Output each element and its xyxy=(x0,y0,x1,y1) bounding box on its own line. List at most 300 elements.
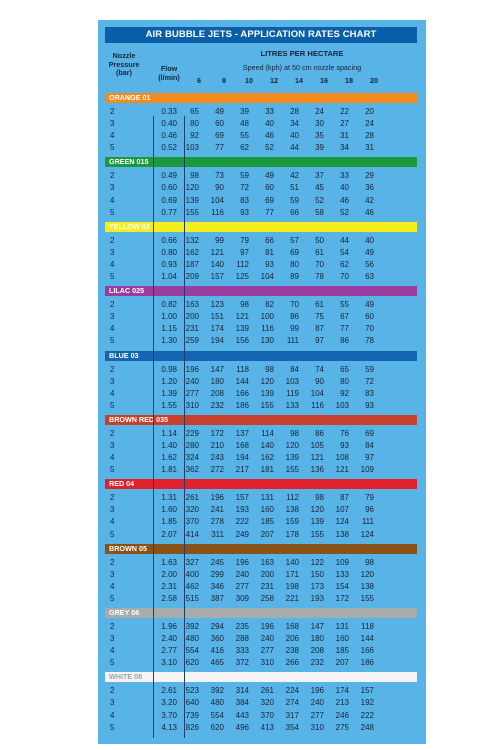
rate-value: 93 xyxy=(265,259,274,269)
rate-value: 207 xyxy=(335,658,349,668)
rate-value: 163 xyxy=(260,557,274,567)
rate-value: 320 xyxy=(185,505,199,515)
table-row xyxy=(105,376,417,388)
rate-value: 97 xyxy=(365,453,374,463)
table-row xyxy=(105,118,417,130)
rate-value: 66 xyxy=(265,235,274,245)
speed-header: Speed (kph) at 50 cm nozzle spacing xyxy=(242,63,362,72)
rate-value: 48 xyxy=(240,119,249,129)
rate-value: 39 xyxy=(240,107,249,116)
rate-value: 70 xyxy=(340,272,349,282)
rate-value: 83 xyxy=(240,195,249,205)
rate-value: 59 xyxy=(365,364,374,374)
nozzle-band-label: YELLOW 02 xyxy=(105,222,417,232)
rate-value: 147 xyxy=(310,622,324,631)
flow-value: 0.49 xyxy=(161,171,177,181)
rate-value: 554 xyxy=(210,710,224,720)
rate-value: 133 xyxy=(285,400,299,410)
rate-value: 98 xyxy=(290,428,299,438)
pressure-value: 4 xyxy=(110,195,115,205)
rate-value: 354 xyxy=(285,722,299,732)
rate-value: 155 xyxy=(260,400,274,410)
rate-value: 86 xyxy=(290,312,299,322)
rate-value: 200 xyxy=(185,312,199,322)
rate-value: 231 xyxy=(185,324,199,334)
rate-value: 57 xyxy=(290,235,299,245)
rate-value: 124 xyxy=(335,517,349,527)
rate-value: 70 xyxy=(315,259,324,269)
pressure-value: 2 xyxy=(110,300,115,310)
pressure-value: 2 xyxy=(110,622,115,631)
rate-value: 120 xyxy=(260,376,274,386)
nozzle-section xyxy=(105,286,417,347)
rate-value: 156 xyxy=(235,336,249,346)
rate-value: 78 xyxy=(315,272,324,282)
rate-value: 196 xyxy=(235,557,249,567)
rate-value: 138 xyxy=(360,581,374,591)
rate-value: 46 xyxy=(340,195,349,205)
rate-value: 81 xyxy=(265,247,274,257)
rate-value: 121 xyxy=(210,247,224,257)
rate-value: 52 xyxy=(340,207,349,217)
rate-value: 515 xyxy=(185,593,199,603)
rate-value: 28 xyxy=(290,107,299,116)
rate-value: 620 xyxy=(210,722,224,732)
rate-value: 131 xyxy=(335,622,349,631)
pressure-value: 5 xyxy=(110,722,115,732)
rate-value: 370 xyxy=(260,710,274,720)
rate-value: 99 xyxy=(290,324,299,334)
rate-value: 620 xyxy=(185,658,199,668)
pressure-value: 3 xyxy=(110,505,115,515)
rate-value: 97 xyxy=(240,247,249,257)
rate-value: 40 xyxy=(340,183,349,193)
rate-value: 314 xyxy=(235,686,249,696)
pressure-header-line: Pressure xyxy=(108,59,140,69)
flow-value: 3.70 xyxy=(161,710,177,720)
nozzle-section xyxy=(105,479,417,540)
rate-value: 98 xyxy=(265,364,274,374)
table-row xyxy=(105,323,417,335)
table-row xyxy=(105,504,417,516)
table-row xyxy=(105,400,417,412)
nozzle-band-label: LILAC 025 xyxy=(105,286,417,296)
rate-value: 33 xyxy=(340,171,349,181)
rate-value: 105 xyxy=(310,440,324,450)
rate-value: 277 xyxy=(260,646,274,656)
rate-value: 222 xyxy=(235,517,249,527)
rate-value: 185 xyxy=(335,646,349,656)
rate-value: 42 xyxy=(365,195,374,205)
table-row xyxy=(105,195,417,207)
flow-value: 1.39 xyxy=(161,388,177,398)
pressure-value: 5 xyxy=(110,658,115,668)
rate-value: 288 xyxy=(235,634,249,644)
rate-value: 62 xyxy=(340,259,349,269)
pressure-value: 4 xyxy=(110,259,115,269)
rate-value: 243 xyxy=(210,453,224,463)
rate-value: 77 xyxy=(340,324,349,334)
rate-value: 280 xyxy=(185,440,199,450)
flow-divider-line xyxy=(153,116,154,738)
rate-value: 311 xyxy=(211,529,224,539)
rate-value: 392 xyxy=(185,622,199,631)
rate-value: 739 xyxy=(185,710,199,720)
pressure-value: 3 xyxy=(110,119,115,129)
rate-value: 414 xyxy=(185,529,199,539)
rate-value: 413 xyxy=(260,722,274,732)
rate-value: 193 xyxy=(235,505,249,515)
flow-value: 2.77 xyxy=(161,646,177,656)
flow-value: 1.85 xyxy=(161,517,177,527)
flow-value: 1.96 xyxy=(161,622,177,631)
rate-value: 93 xyxy=(240,207,249,217)
rate-value: 333 xyxy=(235,646,249,656)
rate-value: 275 xyxy=(335,722,349,732)
rate-value: 166 xyxy=(235,388,249,398)
rate-value: 277 xyxy=(185,388,199,398)
rate-value: 138 xyxy=(335,529,349,539)
rate-value: 159 xyxy=(285,517,299,527)
rate-value: 235 xyxy=(235,622,249,631)
nozzle-band-label: ORANGE 01 xyxy=(105,93,417,103)
nozzle-band-label: GREEN 015 xyxy=(105,157,417,167)
rate-value: 22 xyxy=(340,107,349,116)
pressure-value: 2 xyxy=(110,364,115,374)
rate-value: 245 xyxy=(210,557,224,567)
rate-value: 109 xyxy=(335,557,349,567)
nozzle-band-label: BROWN 05 xyxy=(105,544,417,554)
flow-value: 0.40 xyxy=(161,119,177,129)
rate-value: 294 xyxy=(210,622,224,631)
table-row xyxy=(105,247,417,259)
rate-value: 261 xyxy=(260,686,274,696)
pressure-value: 2 xyxy=(110,557,115,567)
rate-value: 112 xyxy=(286,493,299,503)
pressure-value: 3 xyxy=(110,247,115,257)
rate-value: 55 xyxy=(240,131,249,141)
rate-value: 72 xyxy=(365,376,374,386)
rate-value: 90 xyxy=(215,183,224,193)
pressure-value: 5 xyxy=(110,207,115,217)
rate-value: 108 xyxy=(335,453,349,463)
flow-value: 0.66 xyxy=(161,235,177,245)
rate-value: 46 xyxy=(265,131,274,141)
pressure-value: 3 xyxy=(110,698,115,708)
pressure-value: 3 xyxy=(110,376,115,386)
table-row xyxy=(105,207,417,219)
speed-header-12: 12 xyxy=(270,76,278,85)
rate-value: 124 xyxy=(360,529,374,539)
pressure-value: 5 xyxy=(110,465,115,475)
rate-value: 40 xyxy=(365,235,374,245)
rate-value: 186 xyxy=(235,400,249,410)
rate-value: 196 xyxy=(210,493,224,503)
rate-value: 103 xyxy=(285,376,299,386)
rate-value: 392 xyxy=(210,686,224,696)
table-row xyxy=(105,529,417,541)
nozzle-band-label: RED 04 xyxy=(105,479,417,489)
nozzle-section xyxy=(105,672,417,733)
rate-value: 249 xyxy=(235,529,249,539)
pressure-value: 3 xyxy=(110,440,115,450)
nozzle-section xyxy=(105,157,417,218)
rate-value: 70 xyxy=(290,300,299,310)
nozzle-section xyxy=(105,415,417,476)
rate-value: 98 xyxy=(365,557,374,567)
pressure-value: 4 xyxy=(110,388,115,398)
rate-value: 97 xyxy=(315,336,324,346)
rate-value: 98 xyxy=(240,300,249,310)
speed-header-20: 20 xyxy=(370,76,378,85)
rate-value: 98 xyxy=(190,171,199,181)
rate-value: 83 xyxy=(365,388,374,398)
rate-value: 258 xyxy=(260,593,274,603)
rate-value: 157 xyxy=(210,272,224,282)
rate-value: 241 xyxy=(210,505,224,515)
rate-value: 196 xyxy=(310,686,324,696)
rate-value: 104 xyxy=(260,272,274,282)
pressure-value: 4 xyxy=(110,517,115,527)
rate-value: 103 xyxy=(335,400,349,410)
flow-value: 1.55 xyxy=(161,400,177,410)
rate-value: 98 xyxy=(315,493,324,503)
rate-value: 166 xyxy=(360,646,374,656)
rate-value: 136 xyxy=(310,465,324,475)
rate-value: 221 xyxy=(285,593,299,603)
pressure-value: 5 xyxy=(110,593,115,603)
rate-value: 261 xyxy=(185,493,199,503)
rate-value: 174 xyxy=(335,686,349,696)
rate-value: 317 xyxy=(285,710,299,720)
rate-value: 60 xyxy=(365,312,374,322)
table-row xyxy=(105,569,417,581)
rate-value: 70 xyxy=(365,324,374,334)
rate-value: 49 xyxy=(265,171,274,181)
rate-value: 208 xyxy=(310,646,324,656)
rate-value: 384 xyxy=(235,698,249,708)
rate-value: 213 xyxy=(335,698,349,708)
table-row xyxy=(105,722,417,734)
rate-value: 346 xyxy=(210,581,224,591)
rate-value: 93 xyxy=(365,400,374,410)
pressure-value: 4 xyxy=(110,581,115,591)
rate-value: 554 xyxy=(185,646,199,656)
rate-value: 62 xyxy=(240,143,249,153)
rate-value: 123 xyxy=(210,300,224,310)
pressure-value: 4 xyxy=(110,131,115,141)
rate-value: 310 xyxy=(310,722,324,732)
pressure-value: 3 xyxy=(110,634,115,644)
rate-value: 80 xyxy=(190,119,199,129)
rate-value: 400 xyxy=(185,569,199,579)
pressure-value: 5 xyxy=(110,272,115,282)
rate-value: 87 xyxy=(315,324,324,334)
table-row xyxy=(105,633,417,645)
rate-value: 59 xyxy=(290,195,299,205)
litres-per-hectare-header: LITRES PER HECTARE xyxy=(260,49,344,58)
rate-value: 78 xyxy=(365,336,374,346)
rate-value: 240 xyxy=(235,569,249,579)
nozzle-section xyxy=(105,222,417,283)
rate-value: 266 xyxy=(285,658,299,668)
rate-value: 131 xyxy=(260,493,274,503)
rate-value: 61 xyxy=(315,247,324,257)
rate-value: 826 xyxy=(185,722,199,732)
pressure-value: 2 xyxy=(110,235,115,245)
rate-value: 278 xyxy=(210,517,224,527)
rate-value: 65 xyxy=(190,107,199,116)
rate-value: 222 xyxy=(360,710,374,720)
rate-value: 200 xyxy=(260,569,274,579)
rate-value: 168 xyxy=(285,622,299,631)
rate-value: 174 xyxy=(210,324,224,334)
rate-value: 299 xyxy=(210,569,224,579)
rate-value: 66 xyxy=(290,207,299,217)
rate-value: 73 xyxy=(215,171,224,181)
rate-value: 60 xyxy=(215,119,224,129)
rate-value: 118 xyxy=(236,364,249,374)
nozzle-section xyxy=(105,608,417,669)
speed-header-8: 8 xyxy=(222,76,226,85)
application-rates-chart xyxy=(98,20,426,744)
rate-value: 120 xyxy=(185,183,199,193)
table-row xyxy=(105,106,417,118)
flow-value: 2.31 xyxy=(161,581,177,591)
table-row xyxy=(105,235,417,247)
rate-value: 138 xyxy=(285,505,299,515)
nozzle-pressure-header xyxy=(106,52,142,78)
rate-value: 69 xyxy=(365,428,374,438)
rate-value: 462 xyxy=(185,581,199,591)
rate-value: 75 xyxy=(315,312,324,322)
rate-value: 362 xyxy=(185,465,199,475)
table-row xyxy=(105,440,417,452)
rate-value: 24 xyxy=(365,119,374,129)
rate-value: 42 xyxy=(290,171,299,181)
rate-value: 194 xyxy=(235,453,249,463)
rate-value: 196 xyxy=(185,364,199,374)
rate-value: 160 xyxy=(335,634,349,644)
rate-value: 122 xyxy=(310,557,324,567)
flow-value: 3.20 xyxy=(161,698,177,708)
flow-value: 1.63 xyxy=(161,557,177,567)
rate-value: 151 xyxy=(210,312,224,322)
rate-value: 157 xyxy=(235,493,249,503)
table-row xyxy=(105,452,417,464)
nozzle-section xyxy=(105,351,417,412)
table-row xyxy=(105,142,417,154)
rate-value: 259 xyxy=(185,336,199,346)
flow-header-line: Flow xyxy=(160,64,178,73)
table-row xyxy=(105,388,417,400)
pressure-value: 3 xyxy=(110,569,115,579)
flow-value: 4.13 xyxy=(161,722,177,732)
flow-value: 1.31 xyxy=(161,493,177,503)
rate-value: 111 xyxy=(361,517,374,527)
rate-value: 24 xyxy=(315,107,324,116)
table-row xyxy=(105,182,417,194)
table-row xyxy=(105,170,417,182)
rate-value: 51 xyxy=(290,183,299,193)
rate-value: 77 xyxy=(265,207,274,217)
table-row xyxy=(105,428,417,440)
rate-value: 50 xyxy=(315,235,324,245)
rate-value: 178 xyxy=(285,529,299,539)
table-row xyxy=(105,492,417,504)
nozzle-section xyxy=(105,93,417,154)
rate-value: 44 xyxy=(340,235,349,245)
nozzle-band-label: WHITE 08 xyxy=(105,672,417,682)
pressure-value: 5 xyxy=(110,143,115,153)
rate-value: 523 xyxy=(185,686,199,696)
rate-value: 79 xyxy=(240,235,249,245)
rate-value: 232 xyxy=(310,658,324,668)
table-row xyxy=(105,259,417,271)
flow-value: 1.40 xyxy=(161,440,177,450)
rate-value: 640 xyxy=(185,698,199,708)
rate-value: 60 xyxy=(265,183,274,193)
flow-value: 0.93 xyxy=(161,259,177,269)
rate-value: 196 xyxy=(260,622,274,631)
rate-value: 172 xyxy=(210,428,224,438)
rate-value: 272 xyxy=(210,465,224,475)
rate-value: 20 xyxy=(365,107,374,116)
rate-value: 133 xyxy=(335,569,349,579)
rate-value: 69 xyxy=(215,131,224,141)
rate-value: 86 xyxy=(315,428,324,438)
nozzle-band-label: BLUE 03 xyxy=(105,351,417,361)
rate-value: 100 xyxy=(260,312,274,322)
rate-value: 79 xyxy=(365,493,374,503)
pressure-value: 5 xyxy=(110,400,115,410)
rate-value: 277 xyxy=(235,581,249,591)
rate-value: 82 xyxy=(265,300,274,310)
rate-value: 36 xyxy=(365,183,374,193)
rate-value: 52 xyxy=(315,195,324,205)
rate-value: 480 xyxy=(185,634,199,644)
speed-header-10: 10 xyxy=(245,76,253,85)
rate-value: 139 xyxy=(260,388,274,398)
rate-value: 198 xyxy=(285,581,299,591)
pressure-value: 3 xyxy=(110,312,115,322)
flow-value: 0.33 xyxy=(161,107,177,116)
nozzle-section xyxy=(105,544,417,605)
nozzle-band-label: GREY 06 xyxy=(105,608,417,618)
table-row xyxy=(105,335,417,347)
flow-value: 1.20 xyxy=(161,376,177,386)
flow-value: 1.60 xyxy=(161,505,177,515)
rate-value: 140 xyxy=(285,557,299,567)
rate-value: 206 xyxy=(285,634,299,644)
rate-value: 112 xyxy=(236,259,249,269)
pressure-value: 5 xyxy=(110,336,115,346)
rate-value: 44 xyxy=(290,143,299,153)
rate-value: 208 xyxy=(210,388,224,398)
rate-value: 89 xyxy=(290,272,299,282)
rate-value: 52 xyxy=(265,143,274,153)
pressure-value: 5 xyxy=(110,529,115,539)
rate-value: 118 xyxy=(361,622,374,631)
pressure-value: 4 xyxy=(110,453,115,463)
speed-header-6: 6 xyxy=(197,76,201,85)
rate-value: 116 xyxy=(261,324,274,334)
rate-value: 65 xyxy=(340,364,349,374)
rate-value: 87 xyxy=(340,493,349,503)
rate-value: 92 xyxy=(190,131,199,141)
pressure-value: 2 xyxy=(110,107,115,116)
rate-value: 324 xyxy=(185,453,199,463)
